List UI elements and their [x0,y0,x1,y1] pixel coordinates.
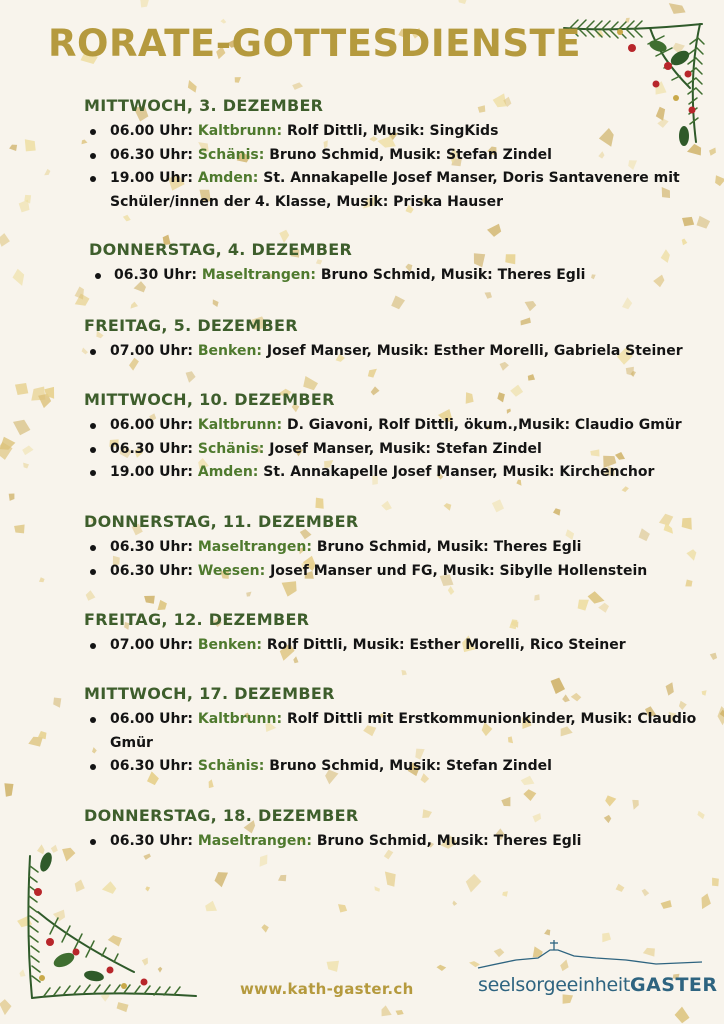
service-time: 06.00 Uhr: [110,417,193,433]
service-item [84,461,710,485]
confetti-piece [502,891,508,897]
confetti-piece [0,233,10,247]
service-item [84,414,710,438]
service-item [84,167,710,214]
confetti-piece [303,376,318,390]
day-heading: DONNERSTAG, 4. DEZEMBER [89,240,353,259]
confetti-piece [235,77,241,83]
confetti-piece [75,287,84,300]
confetti-piece [605,795,616,806]
day-section [84,684,710,779]
day-heading: FREITAG, 5. DEZEMBER [84,316,298,335]
confetti-piece [396,1010,404,1015]
confetti-piece [86,590,96,601]
confetti-piece [13,269,25,286]
service-place: Amden: [197,170,259,186]
confetti-piece [391,296,405,310]
service-details: Rolf Dittli, Musik: Esther Morelli, Rico Steiner [266,637,626,653]
day-section [84,96,710,214]
confetti-piece [697,216,711,229]
service-details: St. Annakapelle Josef Manser, Doris Santavenere mit Schüler/innen der 4. Klasse, Musik: Priska Hauser [110,170,680,210]
service-details: Bruno Schmid, Musik: Stefan Zindel [269,146,552,163]
confetti-piece [452,901,457,906]
seelsorgeeinheit-logo [476,938,718,1002]
service-list [84,536,710,583]
service-details: D. Giavoni, Rolf Dittli, ökum.,Musik: Claudio Gmür [286,417,682,433]
confetti-piece [492,499,504,512]
day-heading: FREITAG, 12. DEZEMBER [84,610,310,629]
day-section [84,610,710,658]
service-list [84,120,710,214]
service-list [84,634,710,658]
confetti-piece [14,525,25,534]
service-list [84,830,710,854]
confetti-piece [261,924,268,932]
service-time: 06.30 Uhr: [110,440,193,457]
confetti-piece [528,374,535,381]
day-section [84,806,710,854]
holly-berries-icon [34,852,148,989]
service-time: 19.00 Uhr: [110,464,193,480]
confetti-piece [374,886,380,891]
confetti-piece [544,929,550,935]
confetti-piece [401,670,407,675]
service-place: Weesen: [197,562,266,579]
logo-text-light: seelsorgeeinheit [478,974,630,996]
confetti-piece [25,139,36,151]
confetti-piece [140,0,149,8]
service-time: 06.30 Uhr: [110,539,193,555]
confetti-piece [282,581,297,596]
service-time: 06.30 Uhr: [110,146,193,163]
service-item [84,340,710,364]
confetti-piece [246,592,251,597]
service-time: 06.30 Uhr: [110,833,193,849]
confetti-piece [292,82,303,90]
confetti-piece [327,961,339,972]
confetti-piece [215,872,229,887]
confetti-piece [213,299,219,307]
service-item [84,634,710,658]
service-item [84,120,710,144]
confetti-piece [675,1007,690,1024]
church-cross-icon [550,940,558,950]
day-section [84,512,710,583]
confetti-piece [448,586,455,595]
day-heading: MITTWOCH, 3. DEZEMBER [84,96,324,115]
confetti-piece [209,779,214,788]
service-item [84,144,710,168]
service-place: Kaltbrunn: [197,711,283,727]
service-time: 06.00 Uhr: [110,711,193,727]
confetti-piece [588,591,605,603]
service-list [84,340,710,364]
service-details: Rolf Dittli mit Erstkommunionkinder, Musik: Claudio Gmür [110,711,697,751]
confetti-piece [278,875,286,881]
confetti-piece [578,600,589,611]
confetti-piece [661,900,672,909]
service-item [84,560,710,584]
confetti-piece [117,1002,129,1012]
day-heading: MITTWOCH, 17. DEZEMBER [84,684,335,703]
logo-text [478,974,718,996]
service-place: Benken: [197,343,263,359]
confetti-piece [28,737,43,747]
confetti-piece [702,893,711,909]
service-item [89,264,714,288]
confetti-piece [144,596,155,604]
confetti-piece [487,224,501,237]
confetti-piece [437,965,447,971]
service-time: 07.00 Uhr: [110,637,193,653]
page-title: RORATE-GOTTESDIENSTE [48,22,582,65]
confetti-piece [315,498,323,509]
confetti-piece [709,148,716,156]
confetti-piece [622,486,629,492]
confetti-piece [616,884,625,892]
confetti-piece [44,169,50,175]
service-details: Bruno Schmid, Musik: Stefan Zindel [269,758,552,774]
confetti-piece [22,446,33,456]
service-place: Schänis: [197,146,265,163]
confetti-piece [0,437,15,450]
confetti-piece [260,855,268,867]
service-time: 06.00 Uhr: [110,123,193,139]
confetti-piece [381,501,392,511]
confetti-piece [368,369,377,378]
day-section [89,240,714,288]
service-place: Maseltrangen: [197,833,312,849]
day-heading: DONNERSTAG, 11. DEZEMBER [84,512,359,531]
service-details: Bruno Schmid, Musik: Theres Egli [320,267,586,283]
service-time: 06.30 Uhr: [114,267,197,283]
service-place: Kaltbrunn: [197,123,283,139]
confetti-piece [9,494,15,501]
service-item [84,536,710,560]
confetti-piece [525,301,537,311]
confetti-piece [39,577,45,582]
confetti-piece [123,215,131,222]
service-details: Bruno Schmid, Musik: Theres Egli [316,833,582,849]
confetti-piece [338,904,347,912]
service-list [89,264,714,288]
service-details: Josef Manser und FG, Musik: Sibylle Hollenstein [270,562,648,579]
confetti-piece [682,217,694,226]
confetti-piece [523,789,536,801]
service-details: Josef Manser, Musik: Stefan Zindel [269,440,542,457]
confetti-piece [466,874,482,893]
day-heading: MITTWOCH, 10. DEZEMBER [84,390,335,409]
service-time: 06.30 Uhr: [110,562,193,579]
service-details: St. Annakapelle Josef Manser, Musik: Kirchenchor [263,464,655,480]
pine-branch-icon [24,852,200,1002]
service-details: Bruno Schmid, Musik: Theres Egli [316,539,582,555]
confetti-piece [19,200,30,213]
service-place: Maseltrangen: [197,539,312,555]
confetti-piece [205,901,217,912]
day-section [84,390,710,485]
confetti-piece [712,878,719,887]
service-item [84,755,710,779]
service-place: Amden: [197,464,259,480]
logo-text-bold: GASTER [629,974,718,996]
confetti-piece [710,653,717,660]
confetti-piece [622,297,632,309]
confetti-piece [15,383,28,395]
confetti-piece [23,463,29,469]
confetti-piece [485,292,493,299]
confetti-piece [385,872,396,887]
service-details: Josef Manser, Musik: Esther Morelli, Gabriela Steiner [266,343,683,359]
confetti-piece [157,600,167,610]
confetti-piece [188,80,197,93]
confetti-piece [457,0,467,4]
mountain-line-icon [476,938,704,974]
service-place: Benken: [197,637,263,653]
service-place: Maseltrangen: [201,267,316,283]
confetti-piece [13,420,30,436]
service-list [84,708,710,779]
confetti-piece [382,1005,392,1016]
service-place: Schänis: [197,758,265,774]
confetti-piece [715,175,724,186]
confetti-piece [501,797,510,806]
service-item [84,708,710,755]
day-heading: DONNERSTAG, 18. DEZEMBER [84,806,359,825]
confetti-piece [642,889,650,897]
day-section [84,316,710,364]
confetti-piece [0,999,11,1015]
confetti-piece [669,3,686,14]
confetti-piece [626,367,634,376]
service-list [84,414,710,485]
confetti-piece [534,594,540,601]
service-place: Kaltbrunn: [197,417,283,433]
website-link[interactable]: www.kath-gaster.ch [240,980,414,998]
confetti-piece [4,783,13,796]
service-item [84,830,710,854]
confetti-piece [9,145,17,151]
service-item [84,438,710,462]
confetti-piece [131,302,139,309]
service-place: Schänis: [197,440,265,457]
service-time: 19.00 Uhr: [110,170,193,186]
confetti-piece [186,371,196,383]
service-details: Rolf Dittli, Musik: SingKids [286,123,499,139]
confetti-piece [444,503,452,511]
service-time: 06.30 Uhr: [110,758,193,774]
service-time: 07.00 Uhr: [110,343,193,359]
confetti-piece [53,698,61,708]
